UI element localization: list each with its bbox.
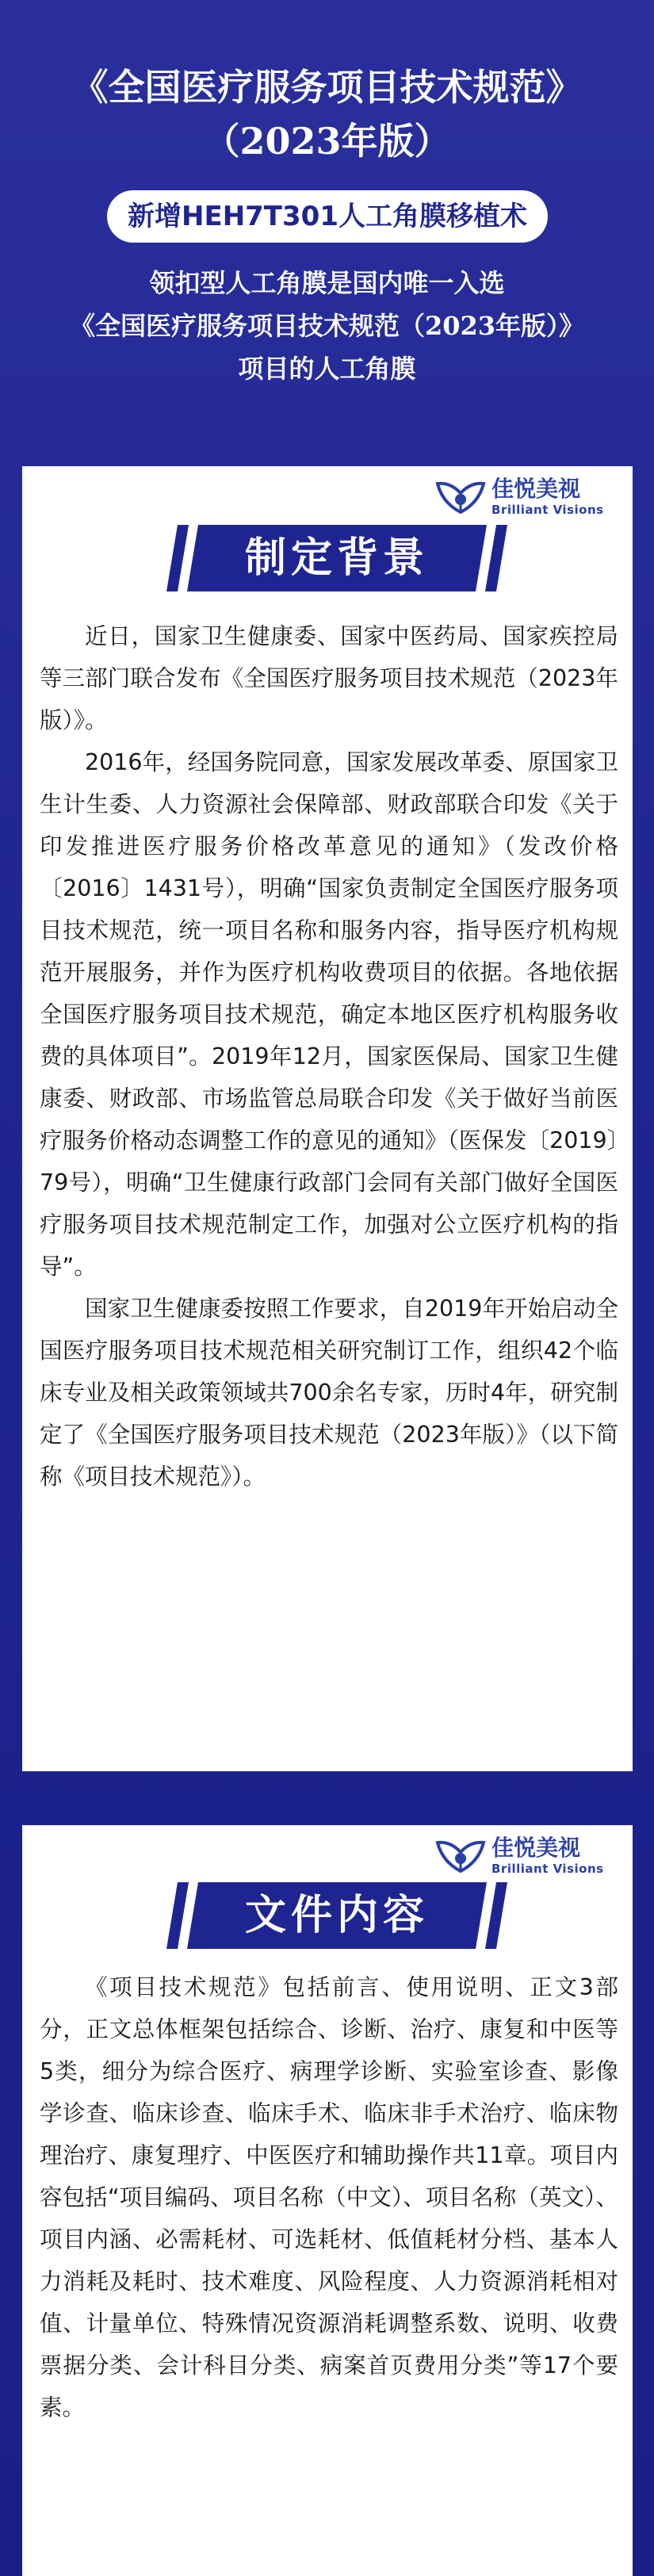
subtitle-line: 项目的人工角膜 (238, 354, 416, 384)
paragraph: 《项目技术规范》包括前言、使用说明、正文3部分，正文总体框架包括综合、诊断、治疗、康复和中医等5类，细分为综合医疗、病理学诊断、实验室诊查、影像学诊查、临床诊查、临床手术、临床非手术治疗、临床物理治疗、康复理疗、中医医疗和辅助操作共11章。项目内容包括“项目编码、项目名称（中文）、项目名称（英文）、项目内涵、必需耗材、可选耗材、低值耗材分档、基本人力消耗及耗时、技术难度、风险程度、人力资源消耗相对值、计量单位、特殊情况资源消耗调整系数、说明、收费票据分类、会计科目分类、病案首页费用分类”等17个要素。 (40, 1974, 618, 2421)
eye-logo-icon (434, 479, 487, 515)
subtitle-line: 《全国医疗服务项目技术规范（2023年版）》 (69, 311, 585, 341)
brand-name: 佳悦美视 (491, 476, 581, 502)
highlight-pill: 新增HEH7T301人工角膜移植术 (107, 190, 548, 243)
brand-logo (434, 476, 617, 519)
section-body (40, 615, 618, 1498)
section-heading: 制定背景 (244, 534, 429, 582)
section-heading-banner (166, 517, 507, 599)
subtitle-line: 领扣型人工角膜是国内唯一入选 (149, 268, 505, 298)
brand-name: 佳悦美视 (491, 1835, 581, 1861)
section-body (40, 1966, 618, 2429)
brand-name-en: Brilliant Visions (491, 503, 604, 517)
brand-logo (434, 1835, 617, 1877)
eye-logo-icon (434, 1838, 487, 1874)
content-card (22, 1825, 633, 2576)
section-heading: 文件内容 (244, 1892, 429, 1939)
page-title: 《全国医疗服务项目技术规范》 (71, 66, 583, 109)
page-title-edition: （2023年版） (203, 120, 451, 163)
paragraph: 2016年，经国务院同意，国家发展改革委、原国家卫生计生委、人力资源社会保障部、财政部联合印发《关于印发推进医疗服务价格改革意见的通知》（发改价格〔2016〕1431号），明确“国家负责制定全国医疗服务项目技术规范，统一项目名称和服务内容，指导医疗机构规范开展服务，并作为医疗机构收费项目的依据。各地依据全国医疗服务项目技术规范，确定本地区医疗机构服务收费的具体项目”。2019年12月，国家医保局、国家卫生健康委、财政部、市场监管总局联合印发《关于做好当前医疗服务价格动态调整工作的意见的通知》（医保发〔2019〕79号），明确“卫生健康行政部门会同有关部门做好全国医疗服务项目技术规范制定工作，加强对公立医疗机构的指导”。 (40, 749, 618, 1280)
hero-header (0, 0, 654, 444)
section-heading-banner (166, 1874, 507, 1957)
brand-name-en: Brilliant Visions (491, 1862, 604, 1876)
background-card (22, 466, 633, 1771)
paragraph: 国家卫生健康委按照工作要求，自2019年开始启动全国医疗服务项目技术规范相关研究制订工作，组织42个临床专业及相关政策领域共700余名专家，历时4年，研究制定了《全国医疗服务项目技术规范（2023年版）》（以下简称《项目技术规范》）。 (40, 1296, 618, 1490)
paragraph: 近日，国家卫生健康委、国家中医药局、国家疾控局等三部门联合发布《全国医疗服务项目技术规范（2023年版）》。 (40, 623, 618, 733)
